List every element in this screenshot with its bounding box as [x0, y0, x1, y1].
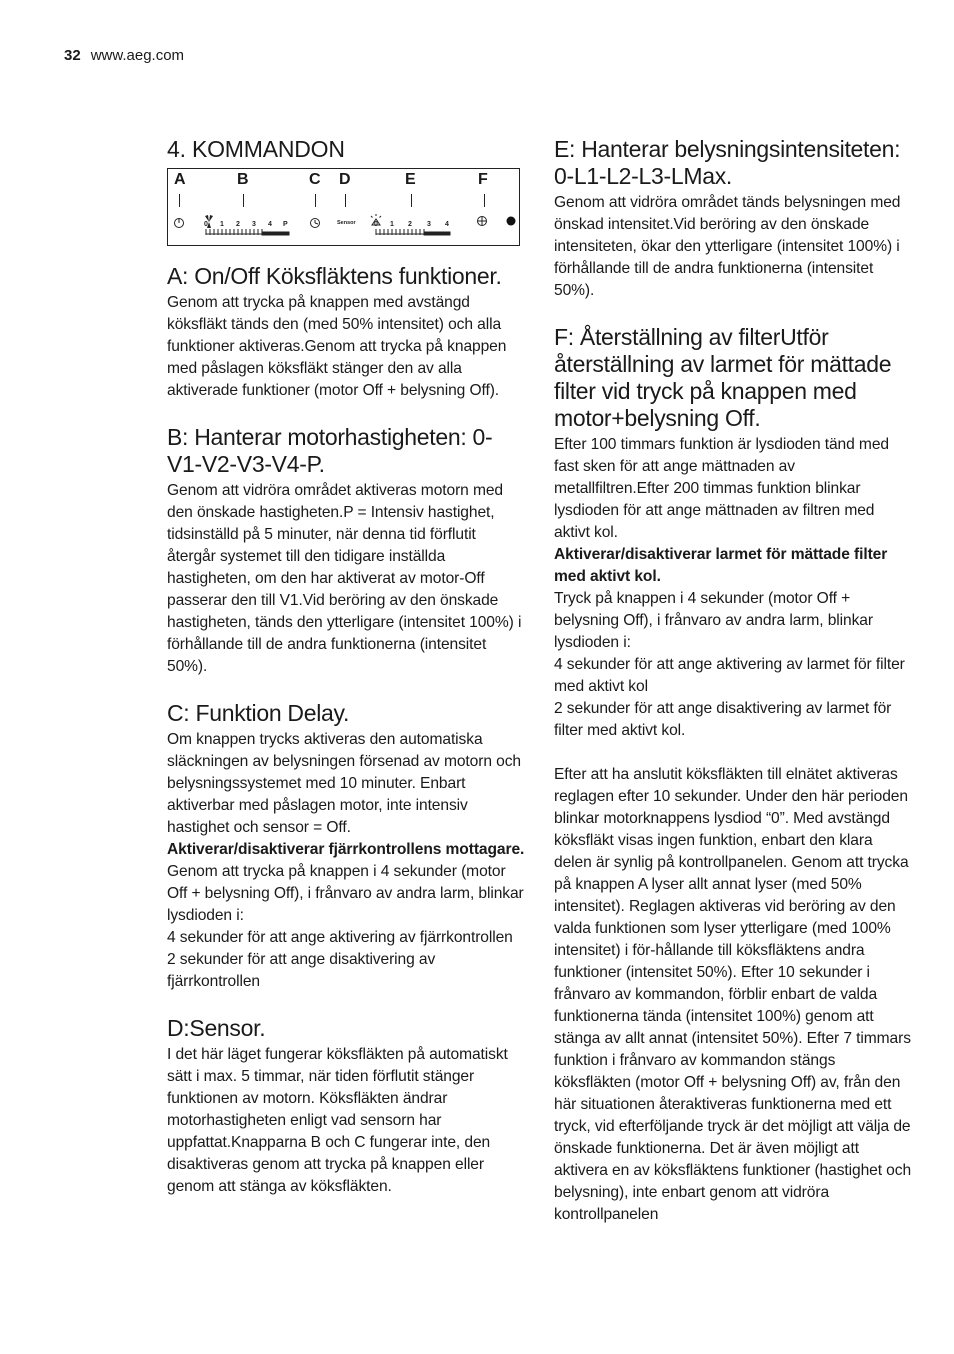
page-header: [64, 47, 184, 64]
spacer: [554, 742, 914, 764]
para-b: Genom att vidröra området aktiveras motorn med den önskade hastigheten.P = Intensiv hastighet, tidsinställd på 5 minuter, när denna tid förflutit återgår systemet till den tidigare inställda hastigheten, om den har aktiverat av motor-Off passerar den till V1.Vid beröring av den önskade hastigheten, tänds den ytterligare (intensitet 100%) i förhållande till de andra funktionerna (intensitet 50%).: [167, 482, 522, 675]
para-f: Efter 100 timmars funktion är lysdioden tänd med fast sken för att ange mättnaden av metallfiltren.Efter 200 timmas funktion blinkar lysdioden för att ange mättnaden av filtren med aktivt kol.: [554, 436, 889, 541]
light-scale-2: 2: [408, 221, 412, 228]
light-slider: [376, 229, 450, 235]
para-f-3: 4 sekunder för att ange aktivering av larmet för filter med aktivt kol: [554, 656, 905, 695]
filter-led: [507, 217, 516, 226]
page-number: 32: [64, 47, 81, 64]
heading-a: A: On/Off Köksfläktens funktioner.: [167, 263, 502, 289]
timer-icon: [311, 219, 320, 228]
para-c-4: 2 sekunder för att ange disaktivering av fjärrkontrollen: [167, 951, 436, 990]
heading-d: D:Sensor.: [167, 1015, 266, 1041]
para-f-bold: Aktiverar/disaktiverar larmet för mättade filter med aktivt kol.: [554, 546, 888, 585]
motor-slider: [206, 229, 289, 235]
panel-graphics: [168, 169, 521, 247]
left-column: [167, 136, 527, 1198]
site-url: www.aeg.com: [90, 47, 185, 64]
panel-label-d: D: [339, 171, 351, 188]
heading-e: E: Hanterar belysningsintensiteten: 0-L1-L2-L3-LMax.: [554, 136, 901, 189]
heading-c: C: Funktion Delay.: [167, 700, 350, 726]
heading-f: F: Återställning av filterUtför återställning av larmet för mättade filter vid tryck på knappen med motor+belysning Off.: [554, 324, 892, 431]
motor-scale-3: 3: [252, 221, 256, 228]
para-f-2: Tryck på knappen i 4 sekunder (motor Off + belysning Off), i frånvaro av andra larm, blinkar lysdioden i:: [554, 590, 873, 651]
para-d: I det här läget fungerar köksfläkten på automatiskt sätt i max. 5 timmar, när tiden förflutit stänger funktionen av motorn. Köksfläkten ändrar motorhastigheten enligt vad sensorn har uppfattat.Knapparna B och C fungerar inte, den disaktiveras genom att trycka på knappen eller genom att stänga av köksfläkten.: [167, 1046, 508, 1195]
heading-b: B: Hanterar motorhastigheten: 0-V1-V2-V3-V4-P.: [167, 424, 493, 477]
motor-scale-0: 0: [204, 221, 208, 228]
light-scale-0: 0: [374, 221, 378, 228]
panel-label-e: E: [405, 171, 416, 188]
para-e: Genom att vidröra området tänds belysningen med önskad intensitet.Vid beröring av den önskade intensiteten, ökar den ytterligare (intensitet 100%) i förhållande till de andra funktionerna (intensitet 50%).: [554, 194, 901, 299]
motor-scale-p: P: [283, 221, 288, 228]
motor-scale-2: 2: [236, 221, 240, 228]
section-title: 4. KOMMANDON: [167, 136, 345, 162]
para-a: Genom att trycka på knappen med avstängd köksfläkt tänds den (med 50% intensitet) och alla funktioner aktiveras.Genom att trycka på knappen med påslagen köksfläkt stänger den av alla aktiverade funktioner (motor Off + belysning Off).: [167, 294, 507, 399]
light-scale-3: 3: [427, 221, 431, 228]
panel-label-a: A: [174, 171, 186, 188]
para-g: Efter att ha anslutit köksfläkten till elnätet aktiveras reglagen efter 10 sekunder. Under den här perioden blinkar motorknappens lysdiod “0”. Med avstängd köksfläkt visas ingen funktion, enbart den klara delen är synlig på kontrollpanelen. Genom att trycka på knappen A lyser allt annat lyser (med 50% intensitet). Reglagen aktiveras vid beröring av den valda funktionen som lyser ytterligare (med 100% intensitet) i för-hållande till köksfläktens andra funktioner (intensitet 50%). Efter 10 sekunder i frånvaro av kommandon, förblir enbart de valda funktionerna tända (intensitet 100%) genom att stänga av allt annat (intensitet 50%). Efter 7 timmars funktion i frånvaro av kommandon stängs köksfläkten (motor Off + belysning Off) av, från den här situationen återaktiveras funktionerna med ett tryck, vid efterföljande tryck är det möjligt att välja de önskade funktionerna. Det är även möjligt att aktivera en av köksfläktens funktioner (hastighet och belysning), inte enbart genom att vidröra kontrollpanelen: [554, 766, 912, 1223]
control-panel-diagram: [167, 168, 520, 246]
right-column: [554, 136, 914, 1226]
filter-icon: [478, 217, 487, 226]
para-f-4: 2 sekunder för att ange disaktivering av larmet för filter med aktivt kol.: [554, 700, 892, 739]
para-c: Om knappen trycks aktiveras den automatiska släckningen av belysningen försenad av motorn och belysningssystemet med 10 minuter. Enbart aktiverbar med påslagen motor, inte intensiv hastighet och sensor = Off.: [167, 731, 521, 836]
motor-scale-1: 1: [220, 221, 224, 228]
power-icon: [175, 218, 184, 228]
para-c-3: 4 sekunder för att ange aktivering av fjärrkontrollen: [167, 929, 513, 946]
light-scale-4: 4: [445, 221, 449, 228]
panel-label-c: C: [309, 171, 321, 188]
para-c-bold: Aktiverar/disaktiverar fjärrkontrollens mottagare.: [167, 841, 525, 858]
motor-scale-4: 4: [268, 221, 272, 228]
panel-label-f: F: [478, 171, 488, 188]
para-c-2: Genom att trycka på knappen i 4 sekunder (motor Off + belysning Off), i frånvaro av andra larm, blinkar lysdioden i:: [167, 863, 524, 924]
sensor-text: Sensor: [337, 220, 356, 226]
light-scale-1: 1: [390, 221, 394, 228]
panel-label-b: B: [237, 171, 249, 188]
